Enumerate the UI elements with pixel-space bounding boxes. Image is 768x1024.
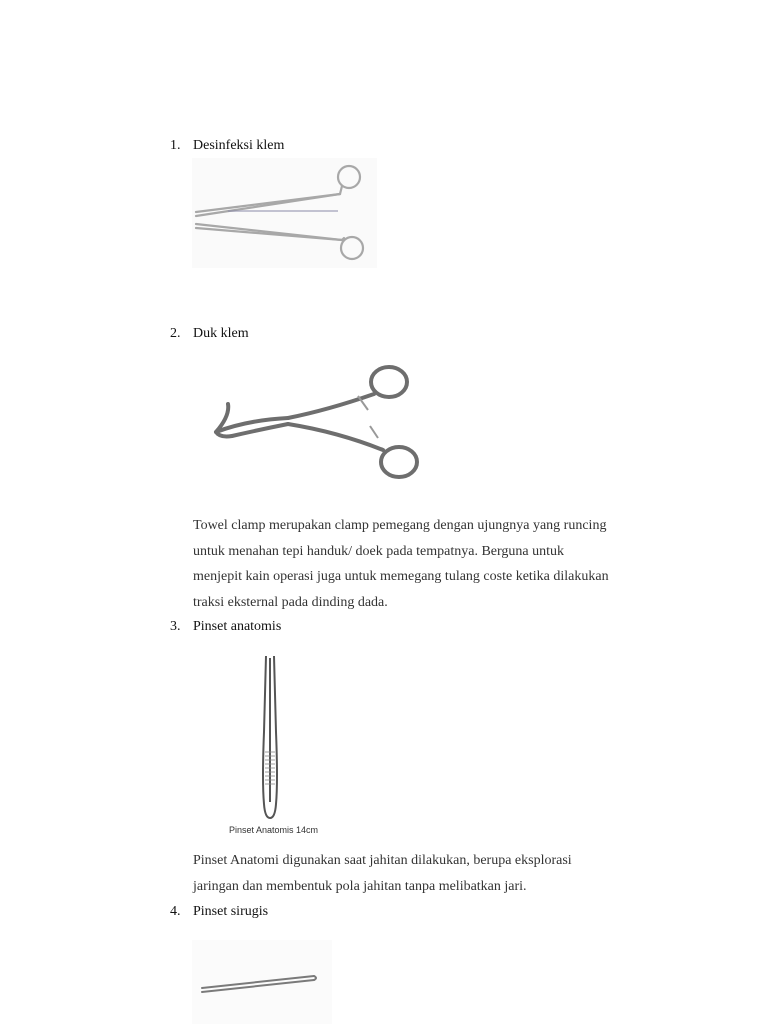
item-2-number: 2.	[170, 326, 181, 341]
item-3-description	[193, 848, 663, 899]
item-2-description-line-4: traksi eksternal pada dinding dada.	[193, 594, 388, 610]
item-1-number: 1.	[170, 138, 181, 153]
item-3-label: Pinset anatomis	[193, 619, 282, 634]
item-2-description	[193, 513, 663, 615]
item-3-number: 3.	[170, 619, 181, 634]
item-2-description-line-3: menjepit kain operasi juga untuk memegang tulang coste ketika dilakukan	[193, 569, 609, 584]
item-2-title	[170, 326, 249, 342]
item-3-description-line-1: Pinset Anatomi digunakan saat jahitan dilakukan, berupa eksplorasi	[193, 853, 572, 868]
item-3-title	[170, 619, 281, 635]
anatomical-forceps-icon	[255, 652, 285, 824]
item-1-title	[170, 138, 284, 154]
item-2-label: Duk klem	[193, 326, 249, 341]
item-4-label: Pinset sirugis	[193, 904, 269, 919]
item-4-number: 4.	[170, 904, 181, 919]
towel-clamp-icon	[208, 360, 423, 485]
item-1-label: Desinfeksi klem	[193, 138, 285, 153]
item-2-description-line-2: untuk menahan tepi handuk/ doek pada tempatnya. Berguna untuk	[193, 543, 565, 559]
item-4-title	[170, 904, 268, 920]
surgical-forceps-icon	[192, 940, 332, 1024]
item-3-image-caption: Pinset Anatomis 14cm	[229, 825, 319, 835]
item-2-description-line-1: Towel clamp merupakan clamp pemegang dengan ujungnya yang runcing	[193, 518, 607, 533]
sponge-holding-forceps-icon	[192, 158, 377, 268]
item-3-description-line-2: jaringan dan membentuk pola jahitan tanpa melibatkan jari.	[193, 878, 527, 894]
